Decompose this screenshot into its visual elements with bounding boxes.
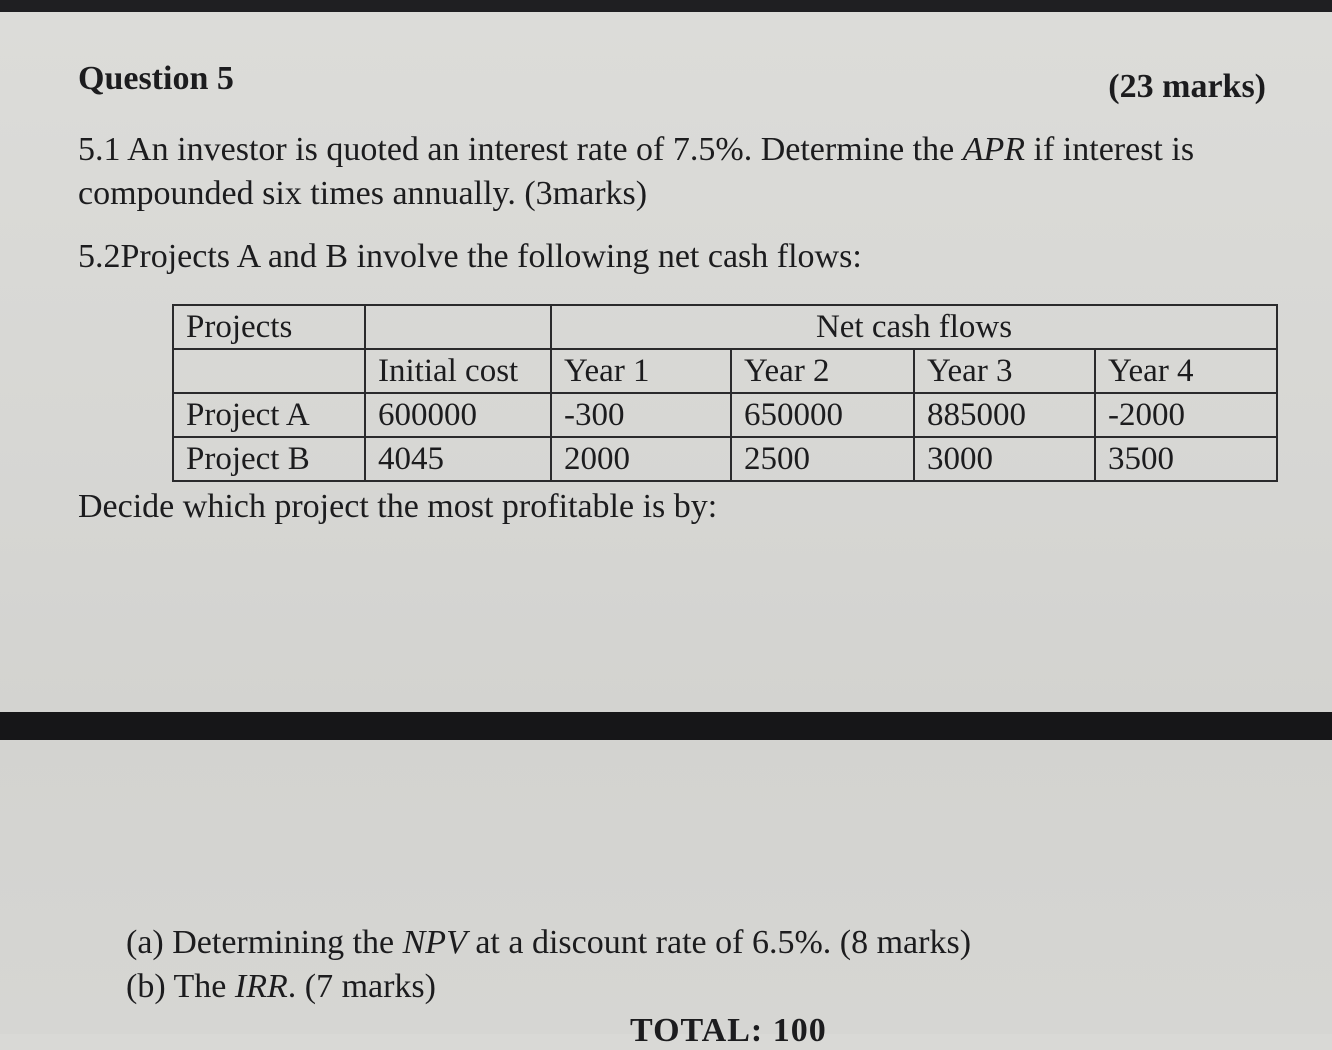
top-dark-edge [0,0,1332,12]
part-a-npv-term: NPV [402,924,467,961]
decide-prompt: Decide which project the most profitable is by: [78,488,718,525]
q51-lead: 5.1 An investor is quoted an interest rate of 7.5%. Determine the [78,131,963,168]
header-net-cash-flows: Net cash flows [551,305,1277,349]
column-header: Initial cost [365,349,551,393]
question-5-2-intro: 5.2Projects A and B involve the following net cash flows: [78,238,862,275]
column-header: Year 4 [1095,349,1277,393]
table-cell: 885000 [914,393,1095,437]
row-label: Project A [173,393,365,437]
header-projects: Projects [173,305,365,349]
table-row [173,437,1277,481]
table-row [173,393,1277,437]
column-header: Year 2 [731,349,914,393]
table-cell: 650000 [731,393,914,437]
table-cell: 4045 [365,437,551,481]
question-heading: Question 5 [78,60,234,97]
column-header: Year 3 [914,349,1095,393]
part-b-rest: . (7 marks) [287,968,436,1005]
part-a-lead: (a) Determining the [126,924,403,961]
part-b [126,968,436,1006]
question-marks: (23 marks) [1108,68,1266,105]
part-b-lead: (b) The [126,968,235,1005]
header-empty-cell [365,305,551,349]
total-marks: TOTAL: 100 [630,1012,827,1049]
q51-rest: if interest is compounded six times annually. (3marks) [78,131,1195,212]
column-header: Year 1 [551,349,731,393]
table-cell: 2000 [551,437,731,481]
table-cell: -2000 [1095,393,1277,437]
table-header-row [173,305,1277,349]
question-5-1 [78,128,1278,216]
row-label: Project B [173,437,365,481]
cash-flow-table [172,304,1278,482]
table-cell: 3000 [914,437,1095,481]
table-subheader-row [173,349,1277,393]
part-b-irr-term: IRR [234,968,288,1005]
table-cell: -300 [551,393,731,437]
part-a [126,924,971,962]
page-divider-bar [0,712,1332,740]
table-cell: 3500 [1095,437,1277,481]
table-cell: 600000 [365,393,551,437]
q51-apr-term: APR [962,131,1026,168]
part-a-rest: at a discount rate of 6.5%. (8 marks) [466,924,972,961]
subheader-empty-cell [173,349,365,393]
table-cell: 2500 [731,437,914,481]
